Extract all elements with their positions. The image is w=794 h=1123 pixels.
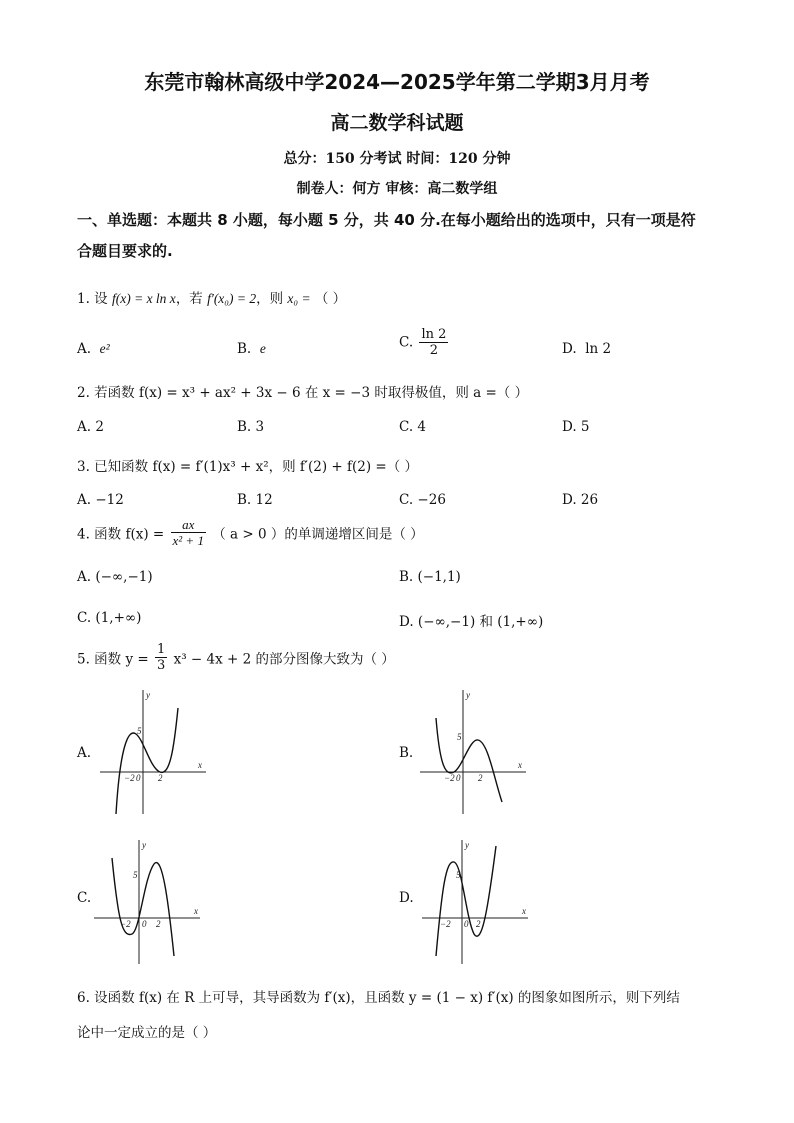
q5-numerator: 1 <box>157 642 166 657</box>
question-4 <box>77 517 424 548</box>
q4-tail: （ a > 0 ）的单调递增区间是（ ） <box>212 526 424 543</box>
q5-option-c-label: C. <box>77 890 92 906</box>
q2-option-a: A. 2 <box>77 419 104 435</box>
q5-denominator: 3 <box>157 658 166 673</box>
q1-option-d: D. ln 2 <box>562 341 612 357</box>
q3-option-d: D. 26 <box>562 492 599 508</box>
question-2: 2. 若函数 f(x) = x³ + ax² + 3x − 6 在 x = −3 时取得极值，则 a =（ ） <box>77 385 529 401</box>
q1-mid: ，若 <box>175 291 203 307</box>
q5-graph-a <box>98 688 208 816</box>
graph-a-origin: 0 <box>136 773 141 783</box>
graph-c-tick-2: 2 <box>156 919 161 929</box>
q1-ask: x₀ = <box>287 291 311 306</box>
graph-c-tick-neg2: −2 <box>120 919 131 929</box>
q5-tail: x³ − 4x + 2 的部分图像大致为（ ） <box>173 651 395 668</box>
q3-option-a: A. −12 <box>77 492 124 508</box>
q1-option-a-value: e² <box>99 341 110 356</box>
graph-a-tick-2: 2 <box>158 773 163 783</box>
question-1 <box>77 287 346 307</box>
q1-option-c-numerator: ln 2 <box>421 327 447 342</box>
graph-b-axis-x: x <box>518 760 522 770</box>
q4-option-a: A. (−∞,−1) <box>77 569 153 585</box>
q5-option-d-label: D. <box>399 890 414 906</box>
graph-c-axis-x: x <box>194 906 198 916</box>
exam-title: 东莞市翰林高级中学2024—2025学年第二学期3月月考 <box>144 70 650 94</box>
q1-condition: f′(x₀) = 2 <box>207 291 257 306</box>
graph-d-tick-2: 2 <box>476 919 481 929</box>
q1-paren: （ ） <box>314 291 347 307</box>
q2-option-d: D. 5 <box>562 419 590 435</box>
graph-d-tick-5: 5 <box>456 870 461 880</box>
graph-b-tick-2: 2 <box>478 773 483 783</box>
q4-option-d: D. (−∞,−1) 和 (1,+∞) <box>399 614 544 630</box>
q3-option-b: B. 12 <box>237 492 273 508</box>
q5-graph-b <box>418 688 528 816</box>
graph-d-tick-neg2: −2 <box>440 919 451 929</box>
question-5 <box>77 642 395 673</box>
authors-line: 制卷人：何方 审核：高二数学组 <box>296 181 498 197</box>
q1-number: 1. 设 <box>77 291 108 307</box>
q3-option-c: C. −26 <box>399 492 446 508</box>
graph-d-axis-x: x <box>522 906 526 916</box>
q1-option-b: B. e <box>237 341 266 357</box>
q4-option-c: C. (1,+∞) <box>77 610 142 626</box>
graph-b-origin: 0 <box>456 773 461 783</box>
graph-a-axis-y: y <box>146 690 150 700</box>
q1-option-a: A. e² <box>77 341 110 357</box>
q4-denominator: x² + 1 <box>172 533 204 548</box>
q2-option-b: B. 3 <box>237 419 265 435</box>
q5-graph-c <box>92 838 202 966</box>
score-time-line: 总分：150 分考试 时间：120 分钟 <box>283 151 511 167</box>
graph-a-axis-x: x <box>198 760 202 770</box>
graph-c-origin: 0 <box>142 919 147 929</box>
q1-option-c-denominator: 2 <box>429 343 439 358</box>
q5-graph-d <box>420 838 530 966</box>
section-instructions-line1: 一、单选题：本题共 8 小题，每小题 5 分，共 40 分.在每小题给出的选项中，只有一项是符 <box>77 211 696 229</box>
graph-b-tick-neg2: −2 <box>444 773 455 783</box>
graph-c-tick-5: 5 <box>133 870 138 880</box>
q1-option-c: C. $\frac{\ln 2}{2}$ <box>399 327 447 358</box>
q1-tail: ，则 <box>256 291 284 307</box>
q1-function: f(x) = x ln x <box>111 291 176 306</box>
graph-d-origin: 0 <box>464 919 469 929</box>
q5-option-b-label: B. <box>399 745 414 761</box>
q1-option-d-value: ln 2 <box>585 341 612 357</box>
graph-d-axis-y: y <box>465 840 469 850</box>
q5-lead: 5. 函数 y = <box>77 651 149 668</box>
question-3: 3. 已知函数 f(x) = f′(1)x³ + x²，则 f′(2) + f(2) =（ ） <box>77 459 419 475</box>
question-6-line2: 论中一定成立的是（ ） <box>77 1025 217 1041</box>
graph-a-tick-5: 5 <box>137 726 142 736</box>
graph-a-tick-neg2: −2 <box>124 773 135 783</box>
exam-subtitle: 高二数学科试题 <box>330 112 464 134</box>
graph-c-axis-y: y <box>142 840 146 850</box>
q1-option-b-value: e <box>259 341 266 356</box>
q4-lead: 4. 函数 f(x) = <box>77 526 165 543</box>
q4-option-b: B. (−1,1) <box>399 569 461 585</box>
question-6-line1: 6. 设函数 f(x) 在 R 上可导，其导函数为 f′(x)，且函数 y = (1 − x) f′(x) 的图象如图所示，则下列结 <box>77 990 680 1006</box>
graph-b-tick-5: 5 <box>457 732 462 742</box>
graph-b-axis-y: y <box>466 690 470 700</box>
q5-option-a-label: A. <box>77 745 92 761</box>
q2-option-c: C. 4 <box>399 419 427 435</box>
section-instructions-line2: 合题目要求的. <box>77 242 173 260</box>
q4-numerator: ax <box>171 517 206 533</box>
